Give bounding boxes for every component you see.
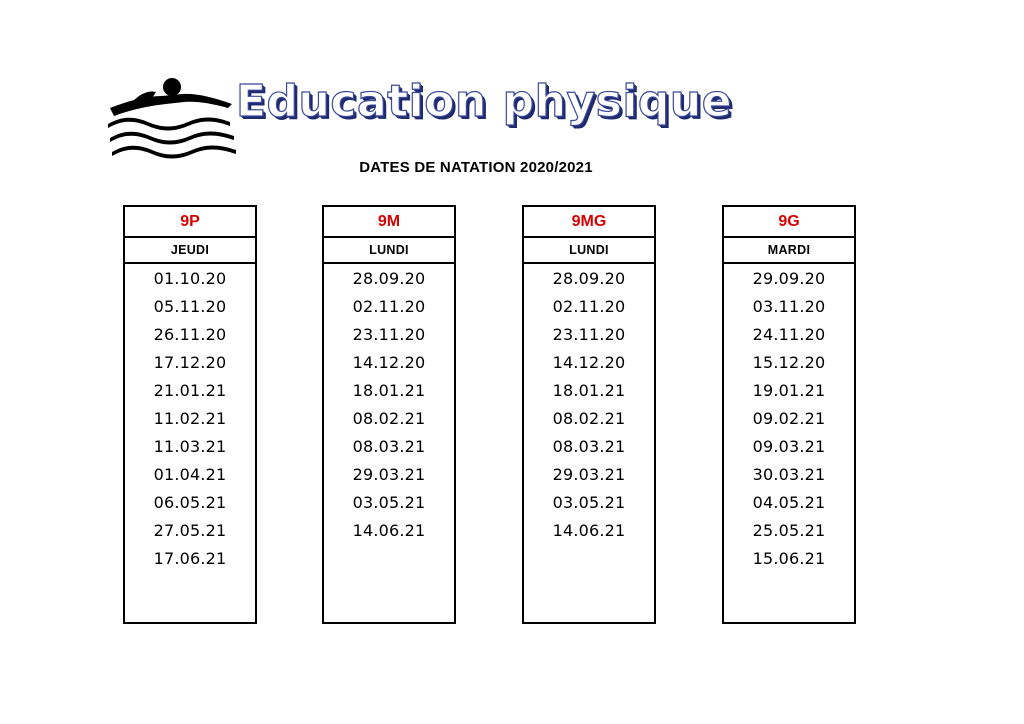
date-item: 03.05.21 [552, 493, 626, 512]
date-item: 29.09.20 [752, 269, 826, 288]
class-name: 9MG [524, 207, 654, 238]
date-item: 03.11.20 [752, 297, 826, 316]
date-item: 27.05.21 [153, 521, 227, 540]
date-item: 28.09.20 [352, 269, 426, 288]
date-list [324, 264, 454, 545]
class-name: 9P [125, 207, 255, 238]
date-item: 15.12.20 [752, 353, 826, 372]
logo-title: Education physique [236, 76, 733, 127]
schedule-column-9mg [522, 205, 656, 624]
class-name: 9G [724, 207, 854, 238]
class-name: 9M [324, 207, 454, 238]
date-item: 08.03.21 [552, 437, 626, 456]
date-item: 14.12.20 [352, 353, 426, 372]
date-item: 02.11.20 [352, 297, 426, 316]
date-item: 14.12.20 [552, 353, 626, 372]
date-item: 15.06.21 [752, 549, 826, 568]
date-item: 23.11.20 [352, 325, 426, 344]
date-item: 30.03.21 [752, 465, 826, 484]
date-item: 24.11.20 [752, 325, 826, 344]
date-item: 18.01.21 [352, 381, 426, 400]
date-item: 26.11.20 [153, 325, 227, 344]
date-item: 21.01.21 [153, 381, 227, 400]
date-list [724, 264, 854, 573]
date-list [125, 264, 255, 573]
date-item: 06.05.21 [153, 493, 227, 512]
date-item: 03.05.21 [352, 493, 426, 512]
weekday: JEUDI [125, 238, 255, 264]
date-item: 18.01.21 [552, 381, 626, 400]
date-item: 17.12.20 [153, 353, 227, 372]
date-item: 14.06.21 [552, 521, 626, 540]
date-item: 09.03.21 [752, 437, 826, 456]
date-item: 08.02.21 [352, 409, 426, 428]
date-item: 23.11.20 [552, 325, 626, 344]
date-item: 17.06.21 [153, 549, 227, 568]
weekday: LUNDI [324, 238, 454, 264]
date-item: 14.06.21 [352, 521, 426, 540]
date-item: 28.09.20 [552, 269, 626, 288]
date-item: 08.02.21 [552, 409, 626, 428]
page-subtitle: DATES DE NATATION 2020/2021 [359, 159, 593, 176]
schedule-column-9g [722, 205, 856, 624]
date-item: 08.03.21 [352, 437, 426, 456]
date-item: 29.03.21 [552, 465, 626, 484]
weekday: LUNDI [524, 238, 654, 264]
date-item: 02.11.20 [552, 297, 626, 316]
weekday: MARDI [724, 238, 854, 264]
date-item: 11.03.21 [153, 437, 227, 456]
date-item: 19.01.21 [752, 381, 826, 400]
date-item: 01.10.20 [153, 269, 227, 288]
schedule-column-9p [123, 205, 257, 624]
swimmer-icon [104, 74, 244, 164]
date-item: 29.03.21 [352, 465, 426, 484]
date-list [524, 264, 654, 545]
date-item: 09.02.21 [752, 409, 826, 428]
schedule-column-9m [322, 205, 456, 624]
date-item: 25.05.21 [752, 521, 826, 540]
date-item: 05.11.20 [153, 297, 227, 316]
date-item: 04.05.21 [752, 493, 826, 512]
date-item: 01.04.21 [153, 465, 227, 484]
date-item: 11.02.21 [153, 409, 227, 428]
